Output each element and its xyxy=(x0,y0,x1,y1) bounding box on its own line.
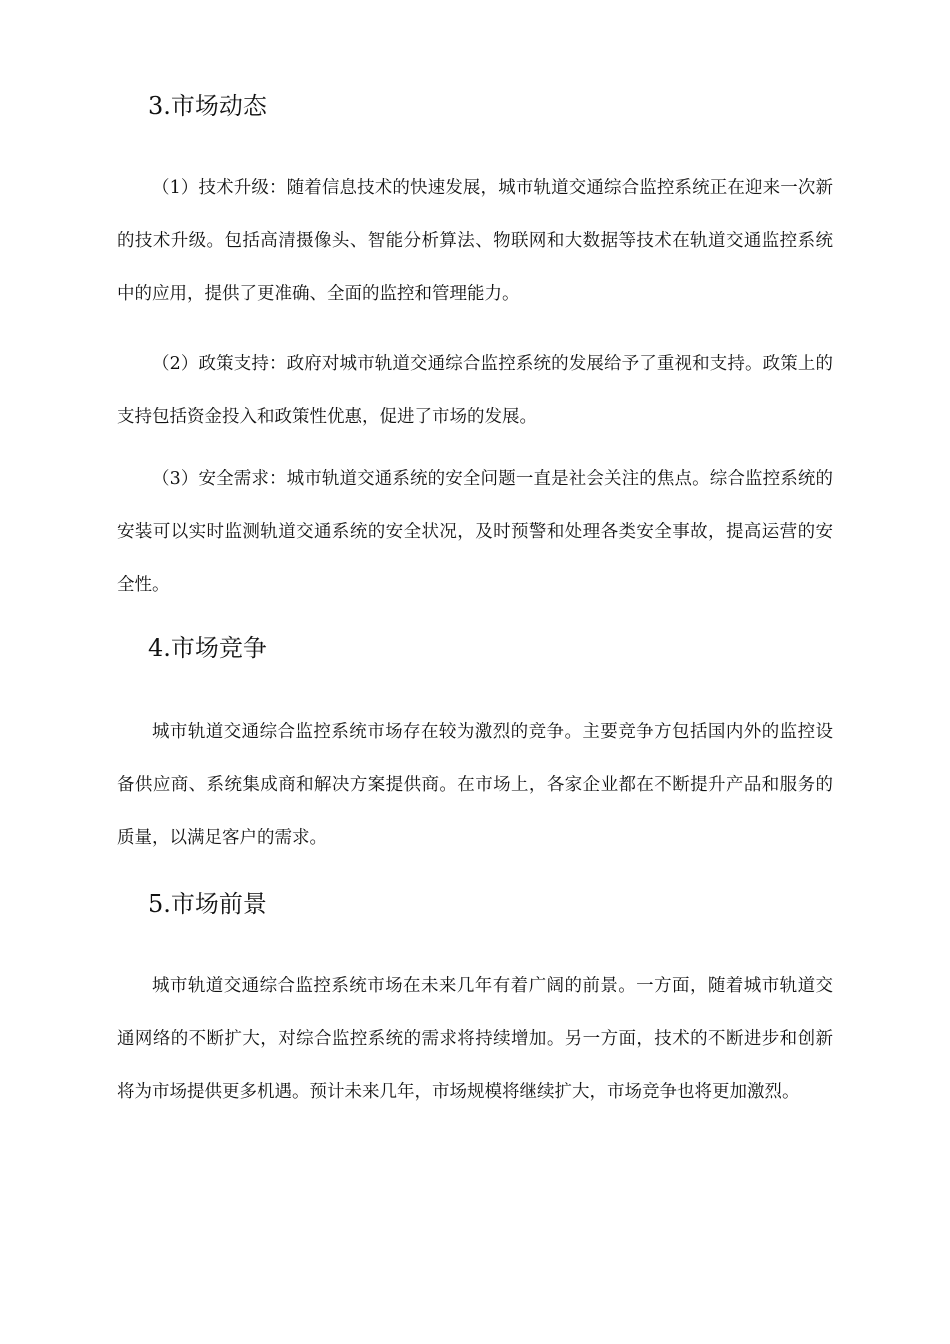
paragraph-competition: 城市轨道交通综合监控系统市场存在较为激烈的竞争。主要竞争方包括国内外的监控设备供应商、系统集成商和解决方案提供商。在市场上，各家企业都在不断提升产品和服务的质量，以满足客户的需求。 xyxy=(117,722,833,848)
paragraph-policy-support: （2）政策支持：政府对城市轨道交通综合监控系统的发展给予了重视和支持。政策上的支持包括资金投入和政策性优惠，促进了市场的发展。 xyxy=(117,354,833,427)
section-heading-market-outlook: 5.市场前景 xyxy=(148,890,267,918)
paragraph-outlook: 城市轨道交通综合监控系统市场在未来几年有着广阔的前景。一方面，随着城市轨道交通网络的不断扩大，对综合监控系统的需求将持续增加。另一方面，技术的不断进步和创新将为市场提供更多机遇。预计未来几年，市场规模将继续扩大，市场竞争也将更加激烈。 xyxy=(117,976,833,1102)
section-heading-market-competition: 4.市场竞争 xyxy=(148,634,267,662)
section-heading-market-dynamics: 3.市场动态 xyxy=(148,92,267,120)
paragraph-safety-demand: （3）安全需求：城市轨道交通系统的安全问题一直是社会关注的焦点。综合监控系统的安装可以实时监测轨道交通系统的安全状况，及时预警和处理各类安全事故，提高运营的安全性。 xyxy=(117,469,833,595)
paragraph-tech-upgrade: （1）技术升级：随着信息技术的快速发展，城市轨道交通综合监控系统正在迎来一次新的技术升级。包括高清摄像头、智能分析算法、物联网和大数据等技术在轨道交通监控系统中的应用，提供了更准确、全面的监控和管理能力。 xyxy=(117,178,833,304)
